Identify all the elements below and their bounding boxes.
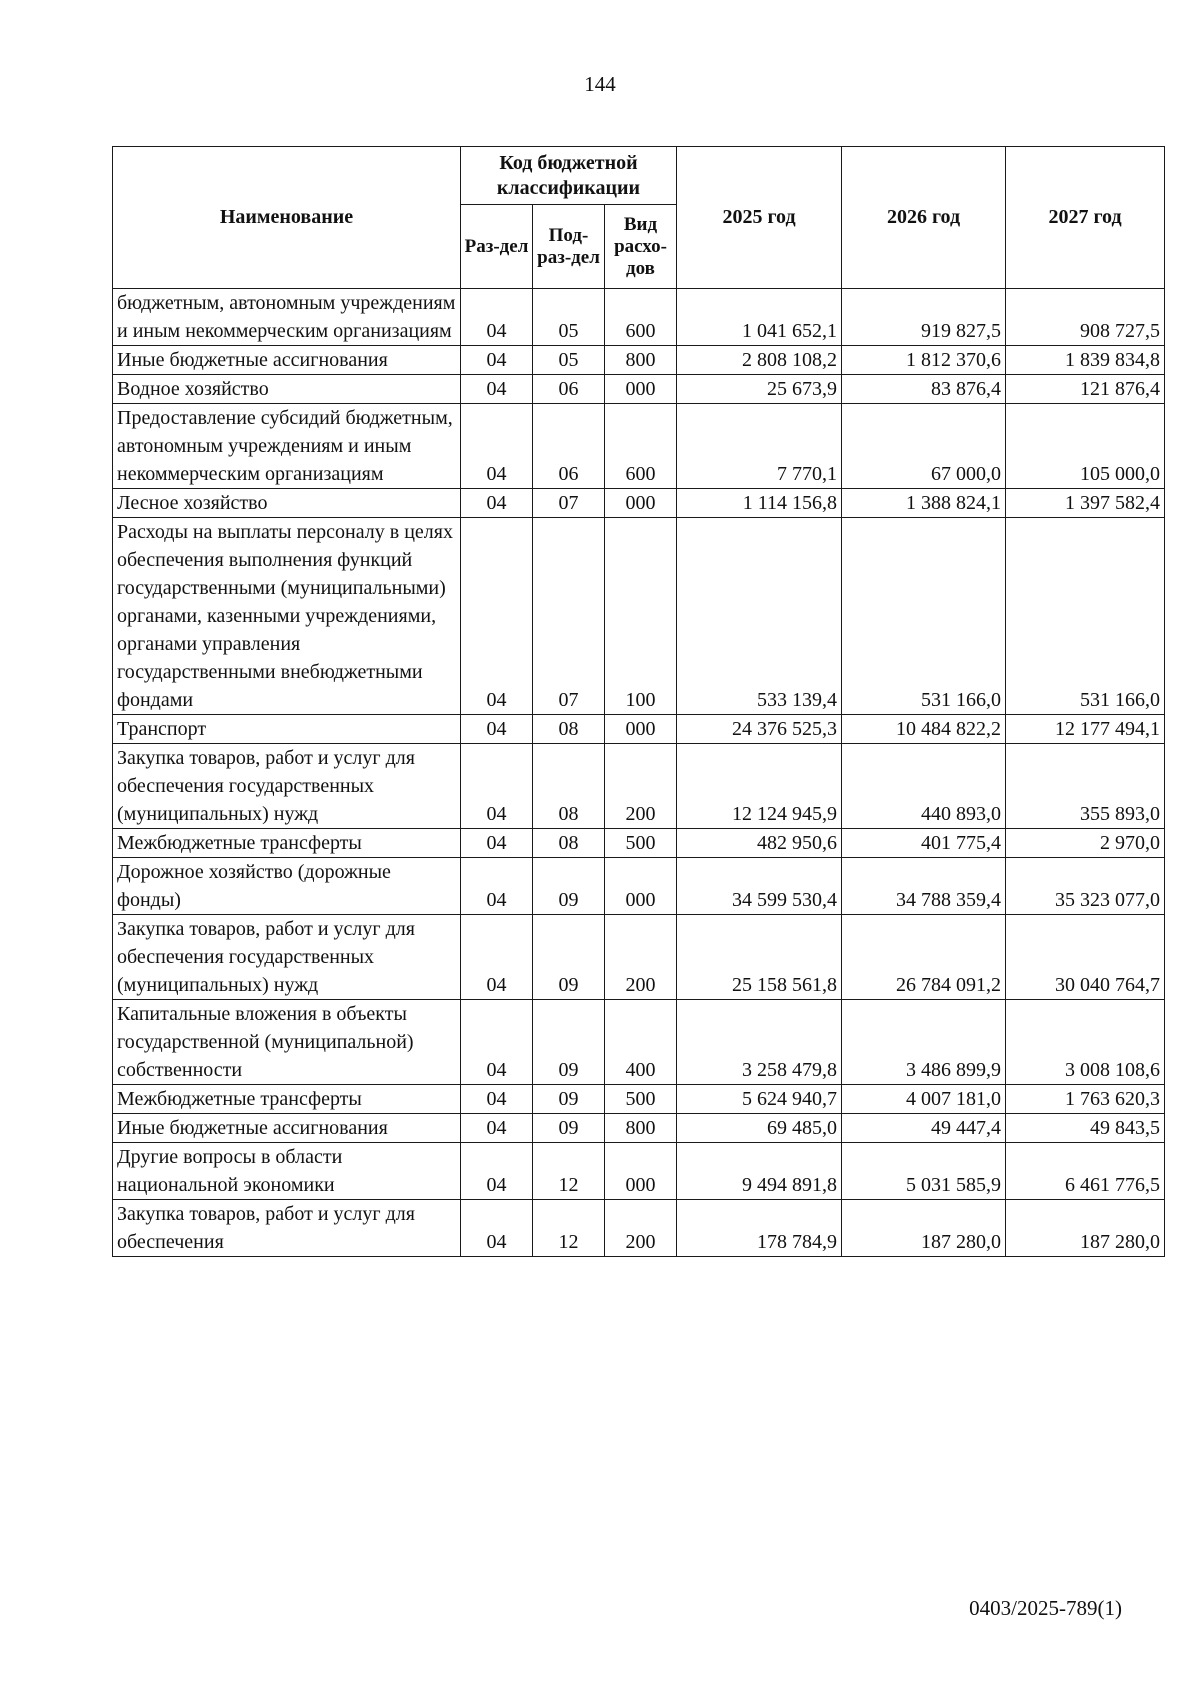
row-value-2026: 401 775,4 <box>842 829 1006 858</box>
header-podrazdel: Под-раз-дел <box>533 205 605 289</box>
row-value-2026: 3 486 899,9 <box>842 1000 1006 1085</box>
header-2026: 2026 год <box>842 147 1006 289</box>
row-name: Капитальные вложения в объекты государственной (муниципальной) собственности <box>113 1000 461 1085</box>
row-name: Лесное хозяйство <box>113 489 461 518</box>
row-value-2025: 25 158 561,8 <box>677 915 842 1000</box>
row-razdel: 04 <box>461 1200 533 1257</box>
row-razdel: 04 <box>461 1143 533 1200</box>
row-razdel: 04 <box>461 404 533 489</box>
header-2027: 2027 год <box>1006 147 1165 289</box>
row-value-2027: 49 843,5 <box>1006 1114 1165 1143</box>
row-value-2025: 5 624 940,7 <box>677 1085 842 1114</box>
row-podrazdel: 09 <box>533 1114 605 1143</box>
row-podrazdel: 08 <box>533 829 605 858</box>
row-value-2027: 355 893,0 <box>1006 744 1165 829</box>
row-vid: 200 <box>605 915 677 1000</box>
row-value-2025: 3 258 479,8 <box>677 1000 842 1085</box>
row-value-2026: 1 812 370,6 <box>842 346 1006 375</box>
row-name: Расходы на выплаты персоналу в целях обеспечения выполнения функций государственными (муниципальными) органами, казенными учреждениями, органами управления государственными внебюджетными фондами <box>113 518 461 715</box>
table-row <box>113 1000 1165 1085</box>
table-row <box>113 1114 1165 1143</box>
row-value-2026: 49 447,4 <box>842 1114 1006 1143</box>
row-razdel: 04 <box>461 915 533 1000</box>
row-name: Иные бюджетные ассигнования <box>113 346 461 375</box>
table-row <box>113 375 1165 404</box>
table-row <box>113 404 1165 489</box>
row-podrazdel: 12 <box>533 1200 605 1257</box>
row-name: Закупка товаров, работ и услуг для обеспечения государственных (муниципальных) нужд <box>113 915 461 1000</box>
row-value-2025: 7 770,1 <box>677 404 842 489</box>
row-name: бюджетным, автономным учреждениям и иным некоммерческим организациям <box>113 289 461 346</box>
row-podrazdel: 05 <box>533 346 605 375</box>
row-value-2026: 4 007 181,0 <box>842 1085 1006 1114</box>
row-value-2027: 1 763 620,3 <box>1006 1085 1165 1114</box>
row-vid: 000 <box>605 1143 677 1200</box>
table-row <box>113 715 1165 744</box>
row-value-2027: 105 000,0 <box>1006 404 1165 489</box>
table-row <box>113 858 1165 915</box>
row-value-2025: 178 784,9 <box>677 1200 842 1257</box>
row-value-2026: 67 000,0 <box>842 404 1006 489</box>
header-vid: Вид расхо-дов <box>605 205 677 289</box>
row-razdel: 04 <box>461 1000 533 1085</box>
row-podrazdel: 09 <box>533 1000 605 1085</box>
row-podrazdel: 07 <box>533 518 605 715</box>
row-vid: 000 <box>605 858 677 915</box>
row-podrazdel: 07 <box>533 489 605 518</box>
table-row <box>113 1143 1165 1200</box>
row-name: Другие вопросы в области национальной экономики <box>113 1143 461 1200</box>
row-value-2026: 34 788 359,4 <box>842 858 1006 915</box>
table-header <box>113 147 1165 289</box>
row-podrazdel: 12 <box>533 1143 605 1200</box>
row-value-2025: 482 950,6 <box>677 829 842 858</box>
row-vid: 000 <box>605 489 677 518</box>
row-value-2027: 187 280,0 <box>1006 1200 1165 1257</box>
row-name: Транспорт <box>113 715 461 744</box>
row-razdel: 04 <box>461 744 533 829</box>
row-value-2027: 35 323 077,0 <box>1006 858 1165 915</box>
row-vid: 600 <box>605 404 677 489</box>
row-podrazdel: 09 <box>533 858 605 915</box>
row-value-2025: 25 673,9 <box>677 375 842 404</box>
table-row <box>113 489 1165 518</box>
table-row <box>113 1085 1165 1114</box>
row-value-2025: 9 494 891,8 <box>677 1143 842 1200</box>
table-body <box>113 289 1165 1257</box>
table-row <box>113 1200 1165 1257</box>
row-value-2026: 83 876,4 <box>842 375 1006 404</box>
header-code-group: Код бюджетной классификации <box>461 147 677 205</box>
row-value-2025: 1 114 156,8 <box>677 489 842 518</box>
row-vid: 000 <box>605 375 677 404</box>
row-value-2026: 440 893,0 <box>842 744 1006 829</box>
row-podrazdel: 09 <box>533 1085 605 1114</box>
row-value-2025: 1 041 652,1 <box>677 289 842 346</box>
row-value-2027: 1 839 834,8 <box>1006 346 1165 375</box>
document-number: 0403/2025-789(1) <box>969 1596 1122 1620</box>
row-value-2027: 531 166,0 <box>1006 518 1165 715</box>
row-vid: 500 <box>605 1085 677 1114</box>
table-row <box>113 915 1165 1000</box>
row-value-2027: 30 040 764,7 <box>1006 915 1165 1000</box>
row-name: Дорожное хозяйство (дорожные фонды) <box>113 858 461 915</box>
header-2025: 2025 год <box>677 147 842 289</box>
row-value-2026: 919 827,5 <box>842 289 1006 346</box>
table-row <box>113 518 1165 715</box>
row-value-2027: 1 397 582,4 <box>1006 489 1165 518</box>
row-razdel: 04 <box>461 489 533 518</box>
budget-table <box>112 146 1165 1257</box>
row-vid: 200 <box>605 744 677 829</box>
row-name: Закупка товаров, работ и услуг для обеспечения государственных (муниципальных) нужд <box>113 744 461 829</box>
header-razdel: Раз-дел <box>461 205 533 289</box>
row-razdel: 04 <box>461 375 533 404</box>
row-value-2025: 2 808 108,2 <box>677 346 842 375</box>
row-value-2025: 12 124 945,9 <box>677 744 842 829</box>
row-razdel: 04 <box>461 518 533 715</box>
row-value-2027: 3 008 108,6 <box>1006 1000 1165 1085</box>
row-vid: 000 <box>605 715 677 744</box>
row-value-2025: 69 485,0 <box>677 1114 842 1143</box>
row-vid: 400 <box>605 1000 677 1085</box>
row-value-2026: 5 031 585,9 <box>842 1143 1006 1200</box>
row-value-2025: 533 139,4 <box>677 518 842 715</box>
row-razdel: 04 <box>461 829 533 858</box>
table-row <box>113 289 1165 346</box>
row-podrazdel: 09 <box>533 915 605 1000</box>
row-vid: 100 <box>605 518 677 715</box>
row-name: Межбюджетные трансферты <box>113 1085 461 1114</box>
row-vid: 200 <box>605 1200 677 1257</box>
row-razdel: 04 <box>461 1085 533 1114</box>
row-name: Закупка товаров, работ и услуг для обеспечения <box>113 1200 461 1257</box>
row-razdel: 04 <box>461 715 533 744</box>
row-vid: 500 <box>605 829 677 858</box>
row-razdel: 04 <box>461 346 533 375</box>
page-number: 144 <box>584 72 616 96</box>
row-name: Иные бюджетные ассигнования <box>113 1114 461 1143</box>
row-podrazdel: 08 <box>533 744 605 829</box>
row-vid: 800 <box>605 1114 677 1143</box>
row-value-2026: 187 280,0 <box>842 1200 1006 1257</box>
row-value-2027: 12 177 494,1 <box>1006 715 1165 744</box>
table-row <box>113 744 1165 829</box>
header-name: Наименование <box>113 147 461 289</box>
row-razdel: 04 <box>461 289 533 346</box>
row-value-2026: 1 388 824,1 <box>842 489 1006 518</box>
row-value-2026: 531 166,0 <box>842 518 1006 715</box>
row-value-2027: 908 727,5 <box>1006 289 1165 346</box>
table-row <box>113 346 1165 375</box>
row-razdel: 04 <box>461 858 533 915</box>
row-podrazdel: 05 <box>533 289 605 346</box>
row-value-2027: 2 970,0 <box>1006 829 1165 858</box>
row-razdel: 04 <box>461 1114 533 1143</box>
row-value-2026: 10 484 822,2 <box>842 715 1006 744</box>
row-vid: 800 <box>605 346 677 375</box>
row-value-2025: 34 599 530,4 <box>677 858 842 915</box>
table-row <box>113 829 1165 858</box>
row-podrazdel: 08 <box>533 715 605 744</box>
row-podrazdel: 06 <box>533 404 605 489</box>
row-value-2027: 121 876,4 <box>1006 375 1165 404</box>
row-value-2026: 26 784 091,2 <box>842 915 1006 1000</box>
row-name: Предоставление субсидий бюджетным, автономным учреждениям и иным некоммерческим организациям <box>113 404 461 489</box>
row-vid: 600 <box>605 289 677 346</box>
row-value-2025: 24 376 525,3 <box>677 715 842 744</box>
row-podrazdel: 06 <box>533 375 605 404</box>
row-name: Межбюджетные трансферты <box>113 829 461 858</box>
row-name: Водное хозяйство <box>113 375 461 404</box>
row-value-2027: 6 461 776,5 <box>1006 1143 1165 1200</box>
